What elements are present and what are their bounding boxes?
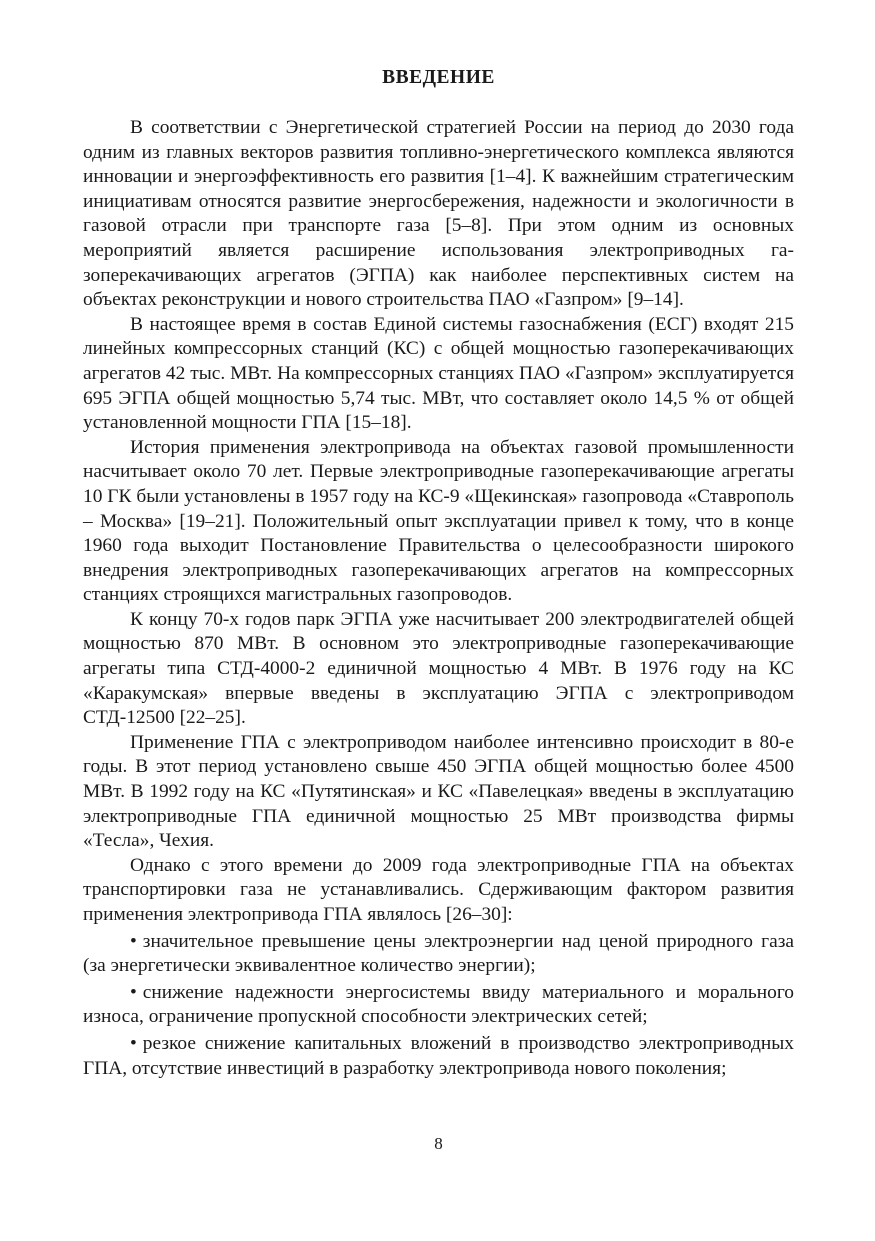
- paragraph: История применения электропривода на объектах газовой промышленности насчитывает около 70 лет. Первые электроприводные газоперекачивающие агрегаты 10 ГК были установлены в 1957 году на КС-9 «Щекинская» газопровода «Ставрополь – Москва» [19–21]. Положительный опыт эксплуатации привел к тому, что в конце 1960 года выходит Постановление Правительства о целесообразности широкого внедрения электроприводных газоперекачивающих агрегатов на компрессорных станциях строящихся магистральных газопроводов.: [83, 436, 794, 606]
- paragraph: Однако с этого времени до 2009 года электроприводные ГПА на объектах транспортировки газа не устанавливались. Сдерживающим фактором развития применения электропривода ГПА являлось [26–30]:: [83, 854, 794, 925]
- bullet-icon: •: [130, 1032, 137, 1054]
- list-item: [83, 1030, 794, 1081]
- list-item-text: резкое снижение капитальных вложений в производство электроприводных ГПА, отсутствие инвестиций в разработку электропривода нового поколения;: [83, 1032, 794, 1079]
- list-item: [83, 979, 794, 1030]
- body-text: [83, 116, 794, 1081]
- paragraph: Применение ГПА с электроприводом наиболее интенсивно происходит в 80-е годы. В этот период установлено свыше 450 ЭГПА общей мощностью более 4500 МВт. В 1992 году на КС «Путятинская» и КС «Павелецкая» введены в эксплуатацию электроприводные ГПА единичной мощностью 25 МВт производства фирмы «Тесла», Чехия.: [83, 731, 794, 852]
- bullet-icon: •: [130, 981, 137, 1003]
- page-number: 8: [434, 1134, 443, 1153]
- list-item-text: значительное превышение цены электроэнергии над ценой природного газа (за энергетически эквивалентное количество энергии);: [83, 930, 794, 977]
- list-item-text: снижение надежности энергосистемы ввиду материального и морального износа, ограничение пропускной способности электрических сетей;: [83, 981, 794, 1028]
- paragraph: В соответствии с Энергетической стратегией России на период до 2030 года одним из главных векторов развития топливно-энергетического комплекса являются инновации и энергоэффективность его развития [1–4]. К важнейшим стратегическим инициативам относятся развитие энергосбережения, надежности и экологичности в газовой отрасли при транспорте газа [5–8]. При этом одним из основных мероприятий является расширение использования электроприводных газоперекачивающих агрегатов (ЭГПА) как наиболее перспективных систем на объектах реконструкции и нового строительства ПАО «Газпром» [9–14].: [83, 117, 794, 311]
- page-title: ВВЕДЕНИЕ: [382, 67, 495, 88]
- paragraph: К концу 70-х годов парк ЭГПА уже насчитывает 200 электродвигателей общей мощностью 870 МВт. В основном это электроприводные газоперекачивающие агрегаты типа СТД-4000-2 единичной мощностью 4 МВт. В 1976 году на КС «Каракумская» впервые введены в эксплуатацию ЭГПА с электроприводом СТД-12500 [22–25].: [83, 608, 794, 729]
- bullet-icon: •: [130, 930, 137, 952]
- list-item: [83, 928, 794, 979]
- paragraph: В настоящее время в состав Единой системы газоснабжения (ЕСГ) входят 215 линейных компрессорных станций (КС) с общей мощностью газоперекачивающих агрегатов 42 тыс. МВт. На компрессорных станциях ПАО «Газпром» эксплуатируется 695 ЭГПА общей мощностью 5,74 тыс. МВт, что составляет около 14,5 % от общей установленной мощности ГПА [15–18].: [83, 313, 794, 434]
